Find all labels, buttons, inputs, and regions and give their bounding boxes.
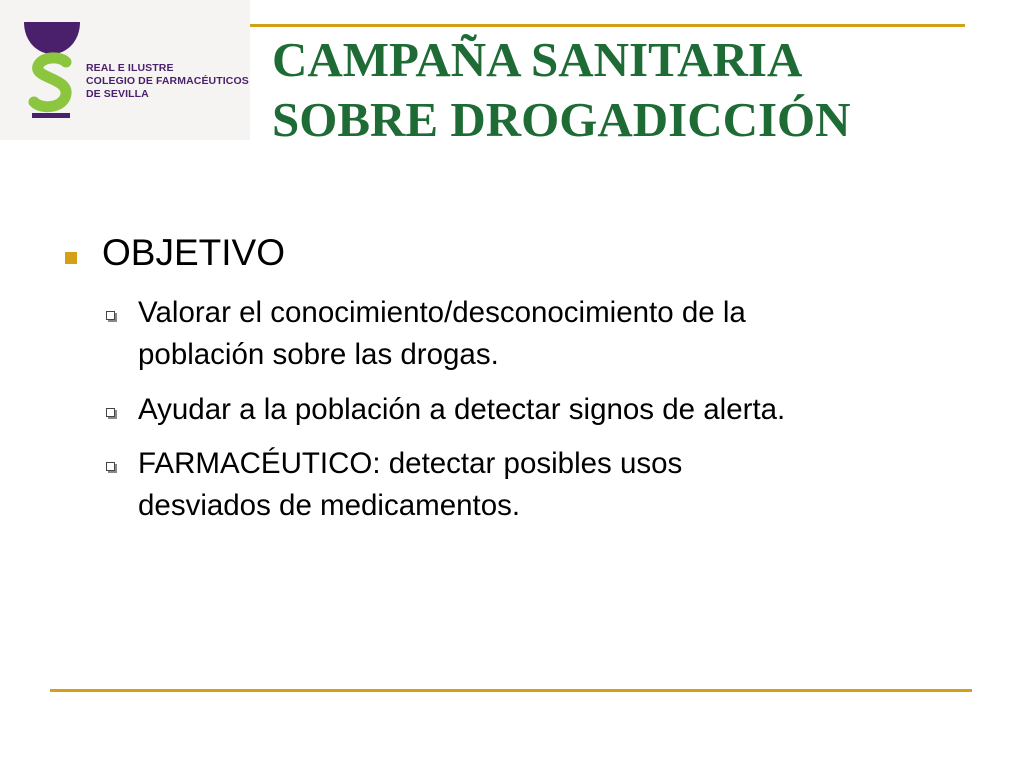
objective-heading: OBJETIVO bbox=[102, 232, 285, 273]
checkbox-bullet-icon bbox=[106, 311, 115, 320]
list-item-line: población sobre las drogas. bbox=[138, 338, 499, 371]
checkbox-bullet-icon bbox=[106, 462, 115, 471]
logo-text bbox=[86, 62, 249, 101]
title-line-2: SOBRE DROGADICCIÓN bbox=[272, 92, 851, 147]
square-bullet-icon bbox=[65, 252, 77, 264]
logo-line-1: REAL E ILUSTRE bbox=[86, 62, 174, 74]
slide-title bbox=[272, 30, 992, 150]
list-item-line: FARMACÉUTICO: detectar posibles usos bbox=[138, 447, 683, 480]
college-logo-icon bbox=[22, 20, 82, 120]
list-item bbox=[138, 292, 938, 376]
logo bbox=[0, 0, 250, 140]
list-item-line: desviados de medicamentos. bbox=[138, 489, 521, 522]
title-line-1: CAMPAÑA SANITARIA bbox=[272, 32, 803, 87]
list-item bbox=[138, 389, 938, 431]
logo-line-2: COLEGIO DE FARMACÉUTICOS bbox=[86, 75, 249, 87]
top-divider bbox=[250, 24, 965, 27]
checkbox-bullet-icon bbox=[106, 408, 115, 417]
list-item-line: Ayudar a la población a detectar signos de alerta. bbox=[138, 393, 786, 426]
bottom-divider bbox=[50, 689, 972, 692]
list-item-line: Valorar el conocimiento/desconocimiento de la bbox=[138, 296, 746, 329]
logo-line-3: DE SEVILLA bbox=[86, 88, 149, 100]
list-item bbox=[138, 443, 938, 527]
